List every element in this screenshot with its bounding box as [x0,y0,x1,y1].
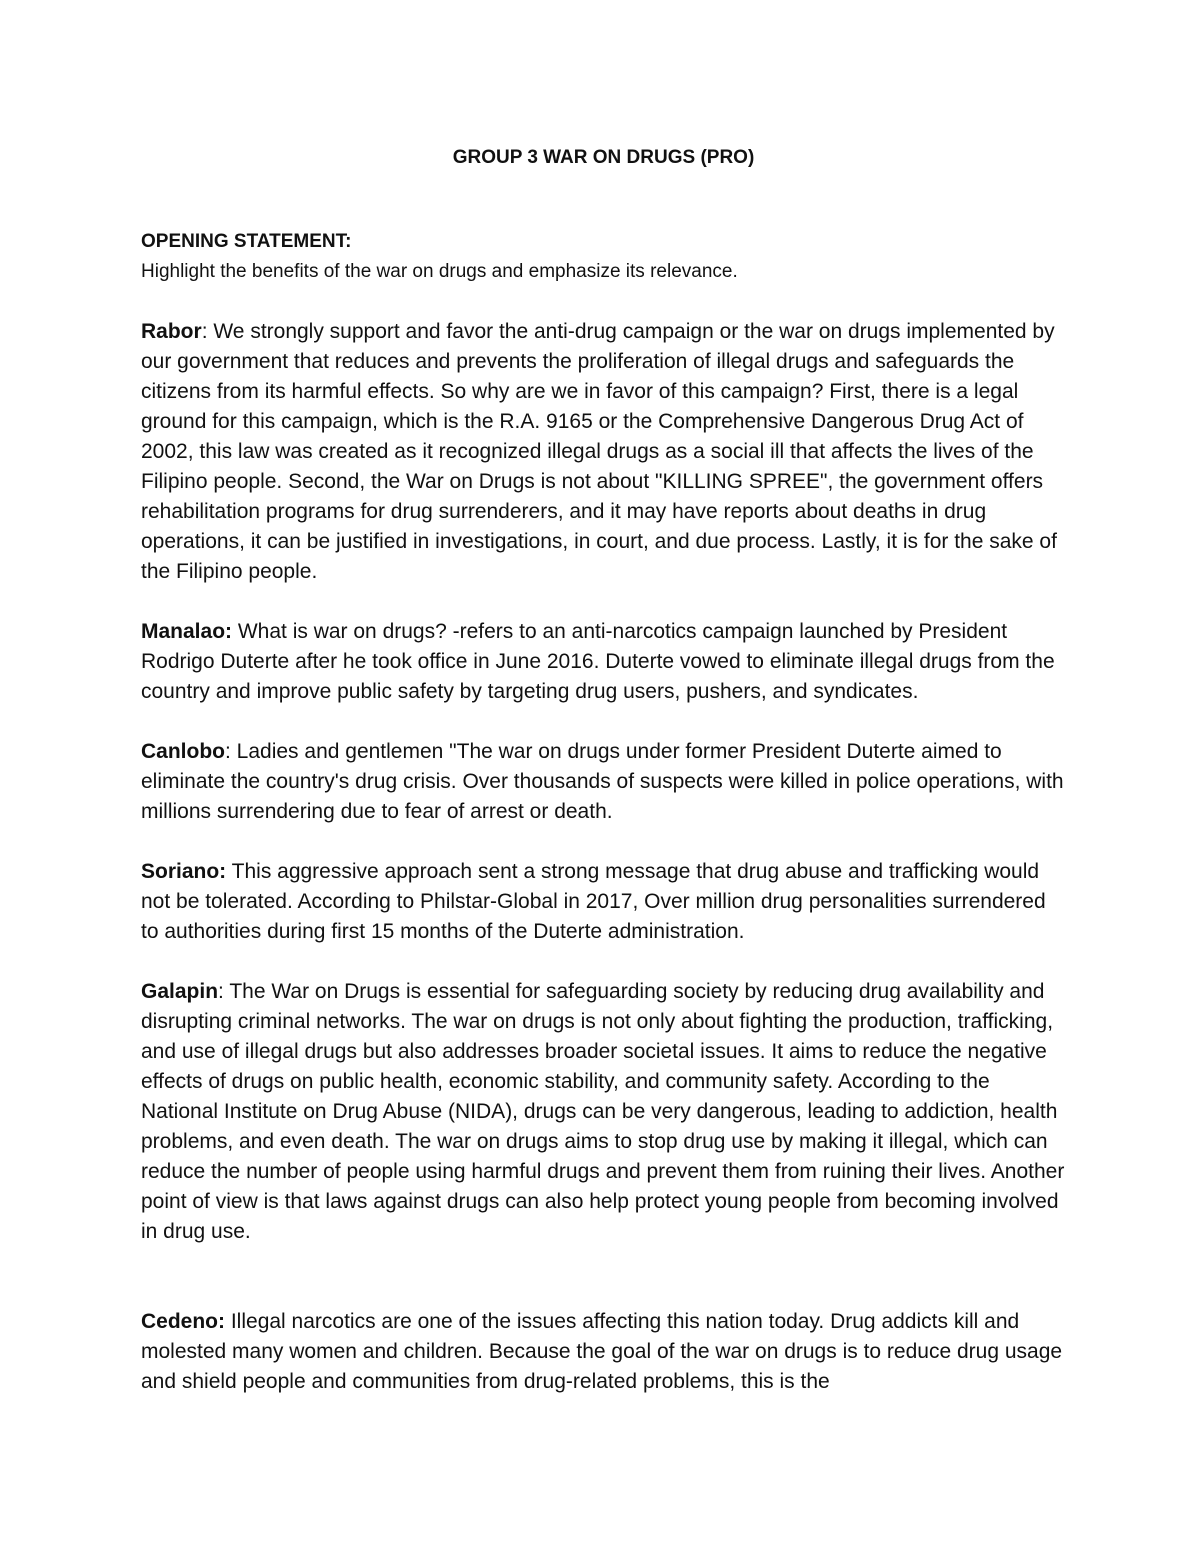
speaker-name: Soriano: [141,860,227,883]
paragraph-text: What is war on drugs? -refers to an anti-narcotics campaign launched by President Rodrigo Duterte after he took office in June 2016. Duterte vowed to eliminate illegal drugs from the country and improve public safety by targeting drug users, pushers, and syndicates. [141,620,1055,703]
speaker-separator: : [225,740,237,763]
paragraph-text: Ladies and gentlemen "The war on drugs under former President Duterte aimed to eliminate the country's drug crisis. Over thousands of suspects were killed in police operations, with millions surrendering due to fear of arrest or death. [141,740,1064,823]
section-heading: OPENING STATEMENT: [141,231,352,252]
paragraph-text: The War on Drugs is essential for safeguarding society by reducing drug availability and disrupting criminal networks. The war on drugs is not only about fighting the production, trafficking, and use of illegal drugs but also addresses broader societal issues. It aims to reduce the negative effects of drugs on public health, economic stability, and community safety. According to the National Institute on Drug Abuse (NIDA), drugs can be very dangerous, leading to addiction, health problems, and even death. The war on drugs aims to stop drug use by making it illegal, which can reduce the number of people using harmful drugs and prevent them from ruining their lives. Another point of view is that laws against drugs can also help protect young people from becoming involved in drug use. [141,980,1065,1243]
paragraph-cedeno [141,1307,1066,1397]
paragraph-text: This aggressive approach sent a strong message that drug abuse and trafficking would not be tolerated. According to Philstar-Global in 2017, Over million drug personalities surrendered to authorities during first 15 months of the Duterte administration. [141,860,1046,943]
document-title: GROUP 3 WAR ON DRUGS (PRO) [452,147,755,168]
paragraph-soriano [141,857,1066,947]
paragraph-text: We strongly support and favor the anti-drug campaign or the war on drugs implemented by our government that reduces and prevents the proliferation of illegal drugs and safeguards the citizens from its harmful effects. So why are we in favor of this campaign? First, there is a legal ground for this campaign, which is the R.A. 9165 or the Comprehensive Dangerous Drug Act of 2002, this law was created as it recognized illegal drugs as a social ill that affects the lives of the Filipino people. Second, the War on Drugs is not about "KILLING SPREE", the government offers rehabilitation programs for drug surrenderers, and it may have reports about deaths in drug operations, it can be justified in investigations, in court, and due process. Lastly, it is for the sake of the Filipino people. [141,320,1057,583]
speaker-name: Cedeno: [141,1310,225,1333]
speaker-name: Manalao: [141,620,233,643]
speaker-separator: : [218,980,230,1003]
document-page [141,143,1066,1427]
speaker-name: Rabor [141,320,202,343]
speaker-separator: : [201,320,214,343]
paragraph-text: Illegal narcotics are one of the issues affecting this nation today. Drug addicts kill and molested many women and children. Because the goal of the war on drugs is to reduce drug usage and shield people and communities from drug-related problems, this is the [141,1310,1063,1393]
speaker-name: Canlobo [141,740,225,763]
section-subtitle: Highlight the benefits of the war on drugs and emphasize its relevance. [141,261,738,282]
paragraph-canlobo [141,737,1066,827]
paragraph-rabor [141,317,1066,587]
paragraph-manalao [141,617,1066,707]
speaker-name: Galapin [141,980,219,1003]
paragraph-galapin [141,977,1066,1247]
